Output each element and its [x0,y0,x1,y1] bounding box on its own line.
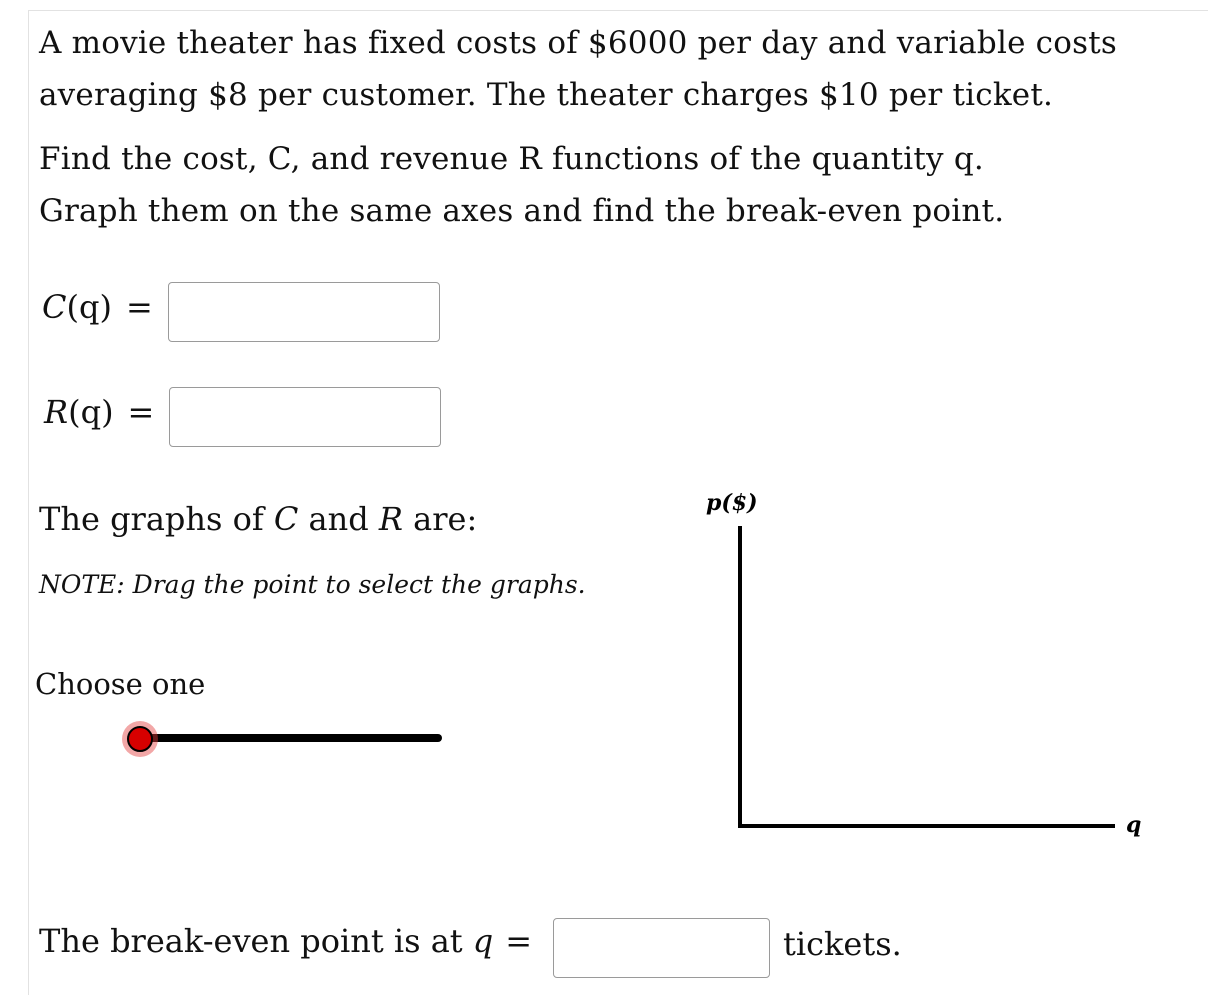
problem-line-3: Find the cost, C, and revenue R functions of the quantity q. [39,141,984,177]
problem-line-1: A movie theater has fixed costs of $6000 per day and variable costs [39,25,1117,61]
choose-one-label: Choose one [35,667,206,701]
problem-line-2: averaging $8 per customer. The theater charges $10 per ticket. [39,77,1054,113]
drag-note: NOTE: Drag the point to select the graphs. [39,570,586,599]
cost-function-label [42,288,153,326]
cost-equals: = [125,288,153,326]
graphs-question-suffix: are: [402,500,478,538]
graphs-question-r: R [378,500,403,538]
graph-selector-slider-track[interactable] [140,734,442,742]
break-even-equals: = [505,922,533,960]
problem-statement [39,17,1117,121]
tickets-unit: tickets. [783,925,902,963]
break-even-prefix: The break-even point is at [39,922,473,960]
frame-top-border [28,10,1208,11]
problem-line-4: Graph them on the same axes and find the break-even point. [39,193,1005,229]
problem-instructions [39,133,1004,237]
graph-selector-slider-knob[interactable] [127,726,153,752]
revenue-function-input[interactable] [169,387,441,447]
graphs-question [39,500,477,538]
graphs-question-c: C [273,500,299,538]
cost-function-input[interactable] [168,282,440,342]
x-axis-label: q [1126,812,1142,838]
break-even-var: q [472,922,494,960]
revenue-equals: = [127,393,155,431]
cost-fn-name: C [42,288,67,326]
revenue-fn-arg: (q) [68,393,114,431]
y-axis-label: p($) [706,490,758,516]
frame-left-border [28,10,29,995]
break-even-input[interactable] [553,918,770,978]
graphs-question-prefix: The graphs of [39,500,274,538]
revenue-function-label [44,393,154,431]
graph-axes [690,480,1160,840]
cost-fn-arg: (q) [66,288,112,326]
graphs-question-mid: and [298,500,379,538]
break-even-label [39,922,532,960]
revenue-fn-name: R [44,393,69,431]
